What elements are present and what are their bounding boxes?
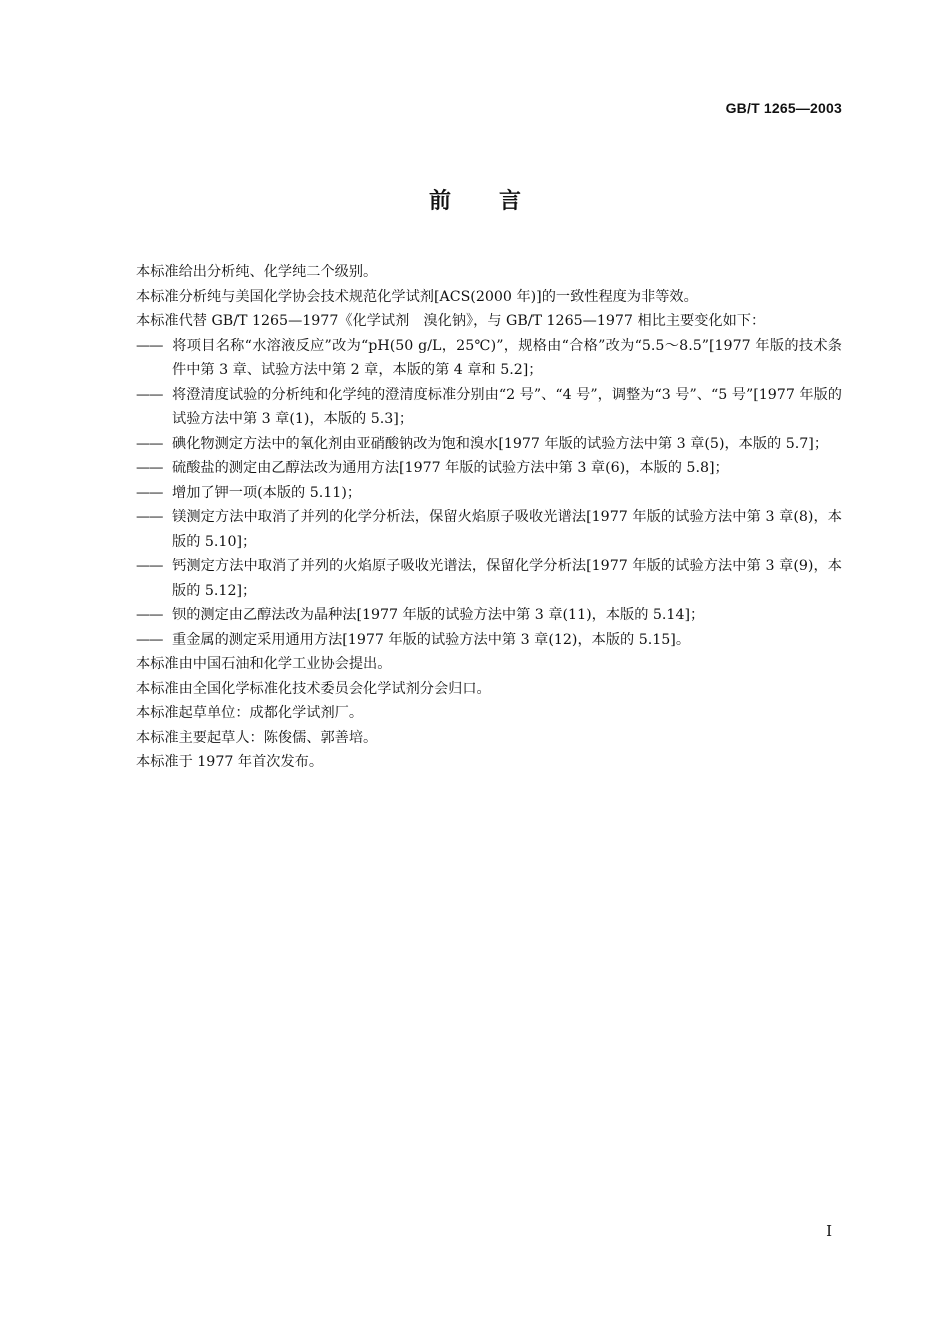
change-text: 硫酸盐的测定由乙醇法改为通用方法[1977 年版的试验方法中第 3 章(6)，本版的 5.8]； bbox=[172, 460, 729, 476]
change-item bbox=[136, 505, 842, 554]
change-item bbox=[136, 432, 842, 457]
intro-paragraph: 本标准给出分析纯、化学纯二个级别。 bbox=[136, 264, 378, 280]
closing-paragraph: 本标准由全国化学标准化技术委员会化学试剂分会归口。 bbox=[136, 680, 491, 697]
change-text: 重金属的测定采用通用方法[1977 年版的试验方法中第 3 章(12)，本版的 5.15]。 bbox=[172, 631, 691, 648]
dash-marker: —— bbox=[136, 435, 163, 452]
dash-marker: —— bbox=[136, 484, 163, 501]
change-item bbox=[136, 481, 842, 506]
change-text: 碘化物测定方法中的氧化剂由亚硝酸钠改为饱和溴水[1977 年版的试验方法中第 3 章(5)，本版的 5.7]； bbox=[172, 435, 829, 452]
change-text: 钙测定方法中取消了并列的火焰原子吸收光谱法，保留化学分析法[1977 年版的试验方法中第 3 章(9)，本版的 5.12]； bbox=[172, 558, 842, 599]
dash-marker: —— bbox=[136, 386, 163, 403]
closing-paragraph: 本标准于 1977 年首次发布。 bbox=[136, 754, 324, 770]
page-title: 前言 bbox=[428, 189, 569, 214]
closing-paragraph: 本标准由中国石油和化学工业协会提出。 bbox=[136, 656, 392, 672]
dash-marker: —— bbox=[136, 558, 163, 574]
change-item bbox=[136, 628, 842, 653]
change-text: 将项目名称“水溶液反应”改为“pH(50 g/L，25℃)”，规格由“合格”改为“5.5～8.5”[1977 年版的技术条件中第 3 章、试验方法中第 2 章，本版的第 4 章和 5.2]； bbox=[172, 337, 842, 378]
change-text: 镁测定方法中取消了并列的化学分析法，保留火焰原子吸收光谱法[1977 年版的试验方法中第 3 章(8)，本版的 5.10]； bbox=[172, 509, 842, 550]
dash-marker: —— bbox=[136, 509, 163, 525]
change-item bbox=[136, 383, 842, 432]
dash-marker: —— bbox=[136, 337, 163, 354]
foreword-body bbox=[136, 260, 842, 775]
change-text: 将澄清度试验的分析纯和化学纯的澄清度标准分别由“2 号”、“4 号”，调整为“3 号”、“5 号”[1977 年版的试验方法中第 3 章(1)，本版的 5.3]； bbox=[172, 386, 842, 427]
dash-marker: —— bbox=[136, 460, 163, 476]
dash-marker: —— bbox=[136, 607, 163, 623]
dash-marker: —— bbox=[136, 631, 163, 648]
intro-paragraph: 本标准代替 GB/T 1265—1977《化学试剂 溴化钠》，与 GB/T 1265—1977 相比主要变化如下： bbox=[136, 313, 766, 329]
closing-paragraph: 本标准起草单位：成都化学试剂厂。 bbox=[136, 705, 364, 721]
change-item bbox=[136, 603, 842, 628]
standard-number: GB/T 1265—2003 bbox=[725, 100, 842, 116]
page-number: I bbox=[826, 1222, 832, 1240]
change-item bbox=[136, 334, 842, 383]
change-text: 增加了钾一项(本版的 5.11)； bbox=[172, 484, 362, 501]
closing-paragraph: 本标准主要起草人：陈俊儒、郭善培。 bbox=[136, 729, 378, 746]
intro-paragraph: 本标准分析纯与美国化学协会技术规范化学试剂[ACS(2000 年)]的一致性程度为非等效。 bbox=[136, 288, 698, 305]
change-text: 钡的测定由乙醇法改为晶种法[1977 年版的试验方法中第 3 章(11)，本版的 5.14]； bbox=[172, 607, 705, 623]
change-item bbox=[136, 554, 842, 603]
change-item bbox=[136, 456, 842, 481]
